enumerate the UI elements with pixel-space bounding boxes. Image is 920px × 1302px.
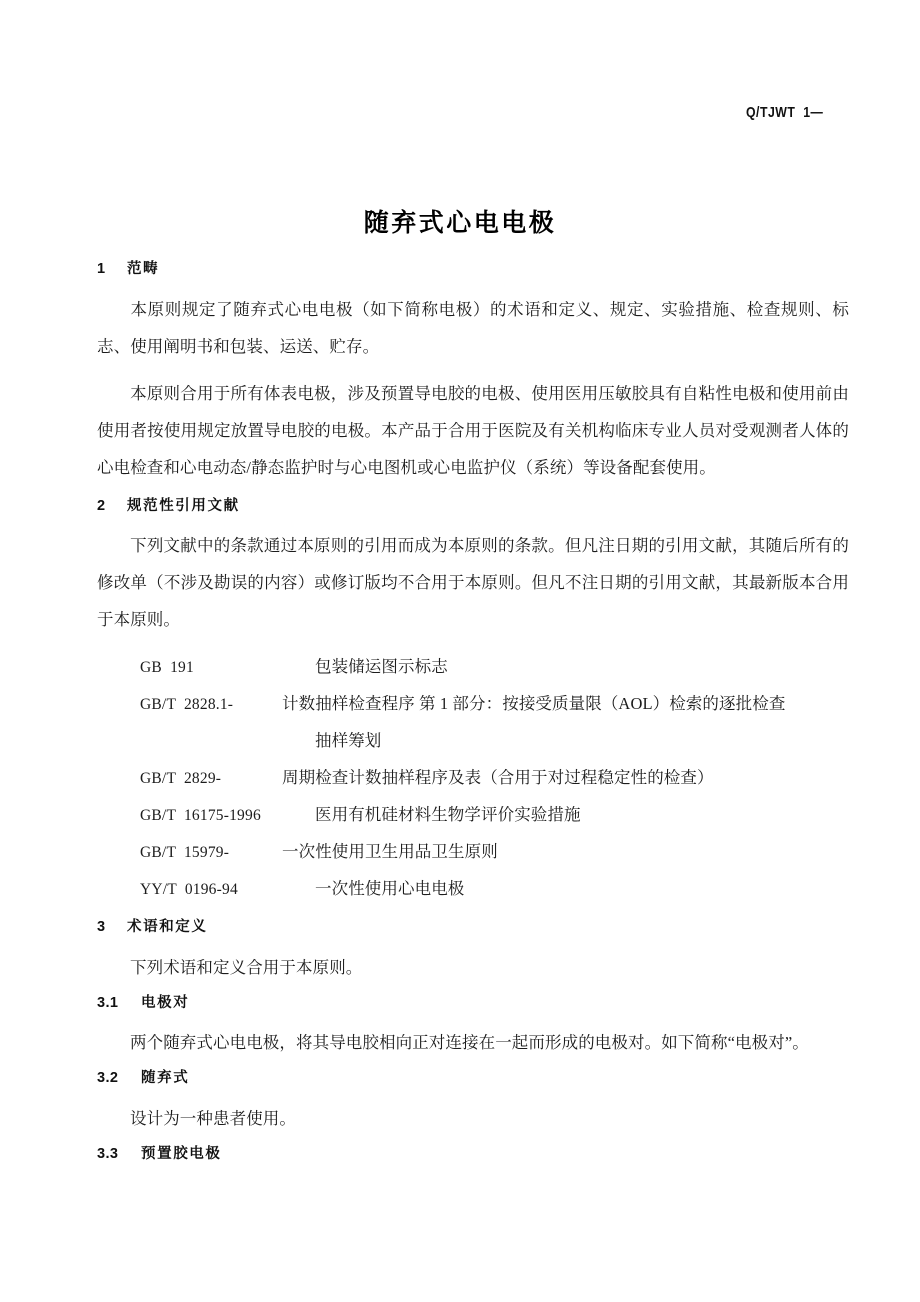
section-heading-2 [97, 499, 849, 514]
section-3-1-paragraph-1 [97, 1024, 849, 1061]
reference-row [97, 648, 849, 685]
section-title-3-3: 预置胶电极 [141, 1145, 222, 1162]
section-title-1: 范畴 [127, 261, 160, 277]
section-title-3: 术语和定义 [127, 919, 208, 935]
section-number-3-3: 3.3 [97, 1145, 119, 1162]
reference-code: GB/T 15979- [140, 844, 230, 861]
reference-code: GB/T 2829- [140, 770, 222, 787]
section-1-paragraph-1 [97, 291, 849, 365]
reference-code: GB/T 16175-1996 [140, 807, 261, 824]
page-header [95, 104, 845, 122]
reference-row [97, 759, 849, 796]
page-title: 随弃式心电电极 [363, 208, 557, 237]
reference-title: 抽样筹划 [315, 731, 382, 750]
reference-code: GB/T 2828.1- [140, 696, 234, 713]
paragraph-text: 下列术语和定义合用于本原则。 [130, 957, 363, 977]
section-heading-3 [97, 920, 849, 935]
standard-code-header: Q/TJWT 1— [745, 104, 823, 121]
section-3-2-paragraph-1 [97, 1100, 849, 1137]
reference-code: GB 191 [140, 659, 194, 676]
section-number-3-2: 3.2 [97, 1070, 119, 1086]
section-heading-3-3 [97, 1147, 849, 1162]
reference-title: 周期检查计数抽样程序及表（合用于对过程稳定性的检查） [282, 768, 714, 787]
reference-row [97, 685, 849, 722]
paragraph-text: 本原则合用于所有体表电极，涉及预置导电胶的电极、使用医用压敏胶具有自粘性电极和使用前由使用者按使用规定放置导电胶的电极。本产品于合用于医院及有关机构临床专业人员对受观测者人体的心电检查和心电动态/静态监护时与心电图机或心电监护仪（系统）等设备配套使用。 [97, 383, 849, 477]
normative-references-list [97, 648, 849, 907]
section-number-2: 2 [97, 497, 106, 514]
section-heading-3-2 [97, 1071, 849, 1086]
reference-title: 医用有机硅材料生物学评价实验措施 [315, 805, 581, 824]
section-1-paragraph-2 [97, 375, 849, 486]
section-title-3-1: 电极对 [141, 994, 190, 1011]
paragraph-text: 下列文献中的条款通过本原则的引用而成为本原则的条款。但凡注日期的引用文献，其随后所有的修改单（不涉及勘误的内容）或修订版均不合用于本原则。但凡不注日期的引用文献，其最新版本合用于本原则。 [97, 536, 849, 629]
reference-row [97, 833, 849, 870]
reference-code: YY/T 0196-94 [140, 881, 238, 898]
document-body [97, 262, 849, 1161]
reference-title: 计数抽样检查程序 第 1 部分：按接受质量限（AOL）检索的逐批检查 [282, 694, 786, 713]
reference-title: 一次性使用心电电极 [315, 879, 465, 898]
paragraph-text: 本原则规定了随弃式心电电极（如下简称电极）的术语和定义、规定、实验措施、检查规则、标志、使用阐明书和包装、运送、贮存。 [97, 299, 849, 356]
reference-row [97, 870, 849, 907]
reference-row [97, 722, 849, 759]
section-title-3-2: 随弃式 [141, 1070, 190, 1086]
section-2-paragraph-1 [97, 527, 849, 638]
paragraph-text: 设计为一种患者使用。 [130, 1108, 296, 1128]
section-heading-1 [97, 262, 849, 277]
section-title-2: 规范性引用文献 [127, 497, 240, 514]
paragraph-text: 两个随弃式心电电极，将其导电胶相向正对连接在一起而形成的电极对。如下简称“电极对”。 [130, 1033, 809, 1052]
section-number-3: 3 [97, 919, 106, 935]
reference-title: 包装储运图示标志 [315, 657, 448, 676]
section-heading-3-1 [97, 996, 849, 1011]
section-number-1: 1 [97, 261, 106, 277]
reference-row [97, 796, 849, 833]
section-number-3-1: 3.1 [97, 994, 119, 1011]
section-3-paragraph-1 [97, 949, 849, 986]
reference-title: 一次性使用卫生用品卫生原则 [282, 842, 498, 861]
